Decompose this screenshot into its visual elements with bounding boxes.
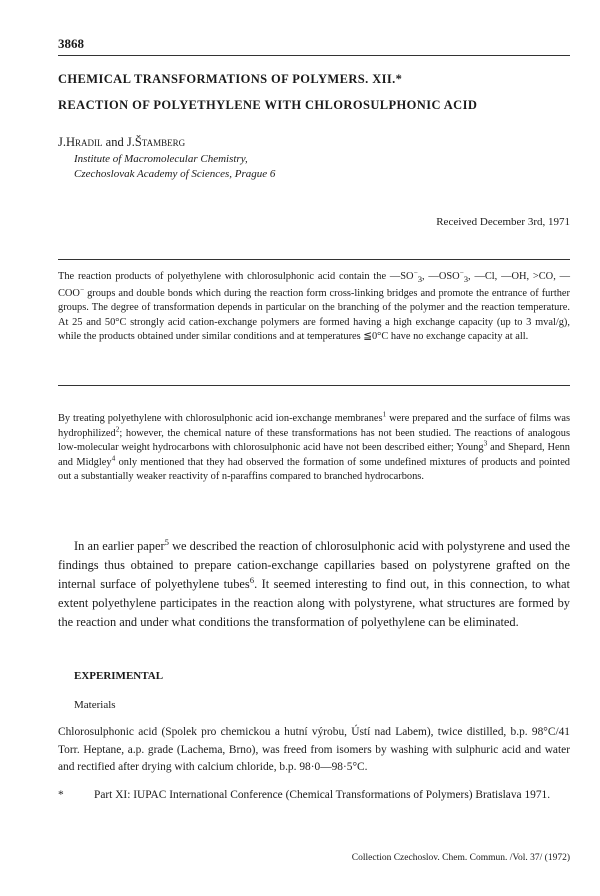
abstract-text-3: , —Cl, —OH, >CO, —COO (58, 271, 570, 299)
author-separator: and (102, 135, 127, 149)
reference-3: 3 (483, 439, 488, 448)
author-2-initial: J. (126, 135, 135, 149)
abstract-text-2: , —OSO (422, 271, 460, 282)
reference-1: 1 (382, 410, 387, 419)
intro1-text-1: By treating polyethylene with chlorosulphonic acid ion-exchange membranes (58, 413, 383, 424)
title-line-1: CHEMICAL TRANSFORMATIONS OF POLYMERS. XII.* (58, 72, 403, 86)
abstract (58, 270, 570, 345)
abstract-bottom-rule (58, 385, 570, 386)
title-line-2: REACTION OF POLYETHYLENE WITH CHLOROSULPHONIC ACID (58, 98, 478, 112)
subscript-3: 3 (417, 274, 423, 285)
intro1-text-5: only mentioned that they had observed the formation of some undefined mixtures of products and pointed out a substantially weaker reactivity of n-paraffins compared to branched hydrocarbons. (58, 456, 571, 483)
footnote (58, 787, 570, 804)
intro-paragraph-1 (58, 412, 570, 485)
reference-5: 5 (164, 536, 169, 547)
reference-6: 6 (249, 574, 255, 585)
superscript-minus: − (413, 268, 418, 277)
footnote-mark: * (58, 789, 64, 801)
page-number: 3868 (58, 36, 84, 51)
abstract-text-1: The reaction products of polyethylene with chlorosulphonic acid contain the —SO (58, 271, 414, 282)
header-rule (58, 55, 570, 56)
abstract-text-4: groups and double bonds which during the reaction form cross-linking bridges and promote the entrance of further groups. The degree of transformation depends in particular on the branching of the polymer and the reaction temperature. At 25 and 50°C strongly acid cation-exchange polymers are formed having a high exchange capacity (up to 3 mval/g), while the products obtained under similar conditions and at temperatures ≦0°C have no exchange capacity at all. (58, 287, 570, 343)
materials-paragraph: Chlorosulphonic acid (Spolek pro chemickou a hutní výrobu, Ústí nad Labem), twice distilled, b.p. 98°C/41 Torr. Heptane, a.p. grade (Lachema, Brno), was freed from isomers by washing with sulphuric acid and water and rectified after drying with calcium chloride, b.p. 98·0—98·5°C. (58, 726, 570, 773)
intro1-text-4: and Shepard, Henn and Midgley (58, 442, 570, 468)
reference-4: 4 (111, 454, 116, 463)
intro2-text-3: . It seemed interesting to find out, in this connection, to what extent polyethylene participates in the reaction along with polystyrene, what structures are formed by the reaction and under what conditions the transformation of polyethylene can be eliminated. (58, 577, 570, 629)
superscript-minus: − (79, 285, 85, 294)
superscript-minus: − (459, 268, 464, 277)
materials-heading: Materials (74, 699, 116, 711)
journal-reference: Collection Czechoslov. Chem. Commun. /Vol. 37/ (1972) (351, 853, 570, 863)
intro1-text-3: ; however, the chemical nature of these transformations has not been studied. The reactions of analogous low-molecular weight hydrocarbons with chlorosulphonic acid have not been described either; Young (58, 427, 570, 454)
reference-2: 2 (115, 425, 120, 434)
affiliation-line-2: Czechoslovak Academy of Sciences, Prague 6 (74, 168, 276, 180)
subscript-3: 3 (463, 274, 469, 285)
author-1-name: Hradil (66, 135, 103, 149)
intro-paragraph-2 (58, 537, 570, 632)
intro1-text-2: were prepared and the surface of films was hydrophilized (58, 413, 570, 439)
intro2-text-1: In an earlier paper (74, 539, 165, 553)
experimental-heading: EXPERIMENTAL (74, 670, 164, 682)
affiliation (74, 152, 275, 182)
abstract-top-rule (58, 259, 570, 260)
affiliation-line-1: Institute of Macromolecular Chemistry, (74, 153, 248, 165)
author-1-initial: J. (58, 135, 66, 149)
intro2-text-2: we described the reaction of chlorosulphonic acid with polystyrene and used the findings thus obtained to prepare cation-exchange capillaries based on polystyrene grafted on the internal surface of polyethylene tubes (58, 539, 570, 591)
authors (58, 135, 185, 150)
received-date: Received December 3rd, 1971 (436, 216, 570, 228)
author-2-name: Štamberg (134, 135, 186, 149)
footnote-text: Part XI: IUPAC International Conference (Chemical Transformations of Polymers) Bratislava 1971. (94, 789, 551, 801)
